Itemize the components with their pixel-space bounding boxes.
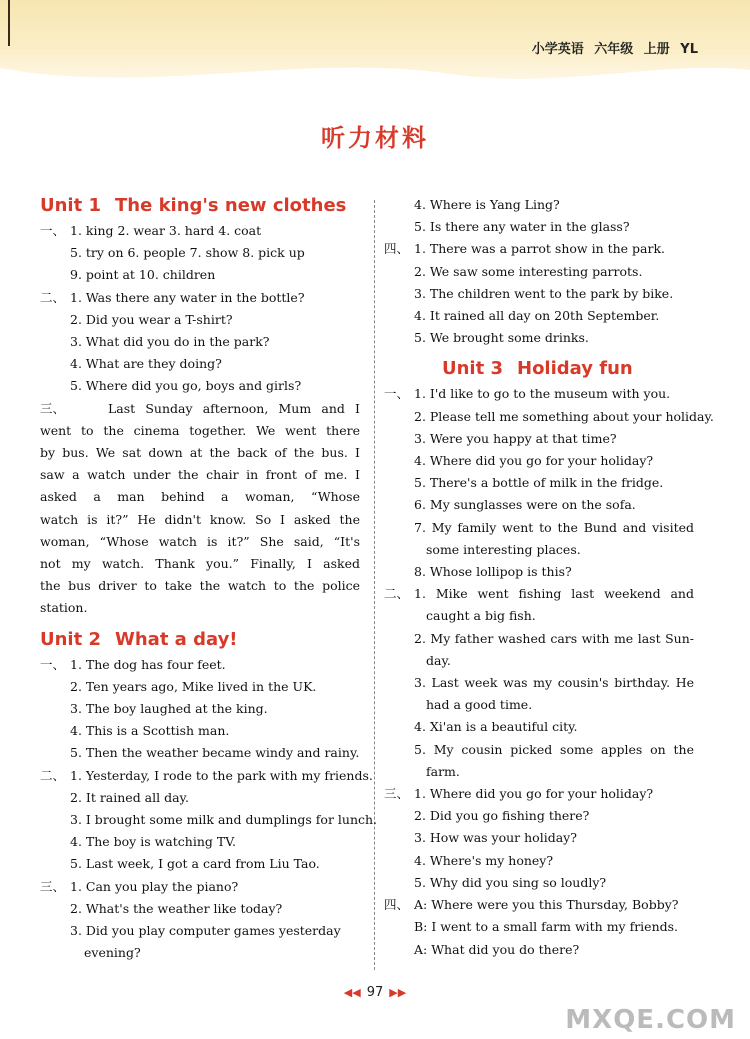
list-item: 5. Why did you sing so loudly? (414, 874, 607, 890)
list-item: 3. The boy laughed at the king. (70, 701, 268, 717)
list-item: 5. Last week, I got a card from Liu Tao. (70, 856, 320, 872)
list-item: 3. Last week was my cousin's birthday. He (414, 675, 694, 691)
paragraph-line: 三、 Last Sunday afternoon, Mum and I (40, 398, 360, 420)
list-item: 三、 1. Where did you go for your holiday? (384, 783, 694, 805)
list-item: 2. Did you go fishing there? (414, 808, 590, 824)
list-item: 2. What's the weather like today? (70, 900, 283, 916)
list-item: 5. Then the weather became windy and rainy. (70, 745, 360, 761)
left-column (40, 194, 378, 965)
list-item: 4. Where's my honey? (414, 852, 554, 868)
section-marker: 三、 (384, 786, 410, 802)
paragraph-line: the bus driver to take the watch to the police (40, 578, 360, 594)
list-item: caught a big fish. (426, 608, 536, 624)
watermark: MXQE.COM (565, 1005, 736, 1035)
unit-name: What a day! (115, 628, 238, 650)
paragraph-line: saw a watch under the chair in front of me. I (40, 467, 360, 483)
list-item: day. (426, 652, 451, 668)
list-item: 6. My sunglasses were on the sofa. (414, 497, 636, 513)
section-marker: 三、 (40, 878, 66, 894)
column-divider (374, 200, 375, 970)
prev-page-icon: ◀◀ (343, 986, 361, 999)
list-item: 4. What are they doing? (70, 356, 222, 372)
list-item: 3. How was your holiday? (414, 830, 577, 846)
list-item: 9. point at 10. children (70, 267, 216, 283)
list-item: 一、 1. king 2. wear 3. hard 4. coat (40, 220, 360, 242)
list-item: 三、 1. Can you play the piano? (40, 876, 360, 898)
list-item: B: I went to a small farm with my friends. (414, 919, 679, 935)
list-item: 四、 1. There was a parrot show in the park. (384, 238, 694, 260)
list-item: some interesting places. (426, 541, 581, 557)
list-item: 5. There's a bottle of milk in the fridge. (414, 475, 664, 491)
header-book-info: 小学英语 六年级 上册 YL (531, 42, 698, 57)
list-item: 5. We brought some drinks. (414, 330, 589, 346)
next-page-icon: ▶▶ (389, 986, 407, 999)
unit-name: Holiday fun (517, 358, 633, 380)
list-item: 5. Is there any water in the glass? (414, 219, 630, 235)
paragraph-line: station. (40, 600, 88, 616)
list-item: evening? (84, 945, 141, 961)
section-marker: 三、 (40, 400, 66, 416)
list-item: A: What did you do there? (414, 941, 580, 957)
list-item: had a good time. (426, 697, 533, 713)
list-item: 2. Ten years ago, Mike lived in the UK. (70, 678, 317, 694)
section-marker: 二、 (40, 767, 66, 783)
list-item: 二、 1. Was there any water in the bottle? (40, 287, 360, 309)
unit-heading (40, 628, 360, 652)
list-item: 二、 1. Mike went fishing last weekend and (384, 583, 694, 605)
paragraph-line: asked a man behind a woman, “Whose (40, 489, 360, 505)
list-item: 7. My family went to the Bund and visited (414, 519, 694, 535)
list-item: 2. Did you wear a T-shirt? (70, 311, 233, 327)
list-item: 2. It rained all day. (70, 789, 189, 805)
section-marker: 二、 (384, 586, 410, 602)
list-item: 4. The boy is watching TV. (70, 834, 237, 850)
list-item: 3. I brought some milk and dumplings for lunch. (70, 812, 378, 828)
right-column (384, 194, 714, 961)
section-marker: 二、 (40, 289, 66, 305)
list-item: 4. This is a Scottish man. (70, 723, 230, 739)
unit-label: Unit 3 (442, 358, 503, 380)
section-marker: 一、 (40, 223, 66, 238)
unit-label: Unit 1 (40, 195, 101, 216)
list-item: 8. Whose lollipop is this? (414, 564, 572, 580)
list-item: 一、 1. The dog has four feet. (40, 654, 360, 676)
list-item: 一、 1. I'd like to go to the museum with you. (384, 383, 694, 405)
section-marker: 一、 (40, 656, 66, 672)
paragraph-line: by bus. We sat down at the back of the bus. I (40, 445, 360, 461)
list-item: 3. Were you happy at that time? (414, 430, 617, 446)
paragraph-line: went to the cinema together. We went there (40, 422, 360, 438)
list-item: 2. My father washed cars with me last Sun- (414, 630, 694, 646)
list-item: 5. Where did you go, boys and girls? (70, 378, 302, 394)
page-title: 听力材料 (321, 124, 429, 152)
list-item: 4. Where did you go for your holiday? (414, 453, 654, 469)
list-item: 5. My cousin picked some apples on the (414, 741, 694, 757)
paragraph-line: woman, “Whose watch is it?” She said, “It's (40, 533, 360, 549)
list-item: 3. Did you play computer games yesterday (70, 923, 341, 939)
list-item: 3. The children went to the park by bike. (414, 285, 674, 301)
section-marker: 一、 (384, 386, 410, 402)
list-item: 3. What did you do in the park? (70, 334, 270, 350)
paragraph-line: not my watch. Thank you.” Finally, I asked (40, 556, 360, 572)
unit-name: The king's new clothes (115, 195, 347, 216)
unit-heading (384, 357, 694, 381)
page-number: 97 (366, 985, 384, 1000)
list-item: 四、 A: Where were you this Thursday, Bobby? (384, 894, 694, 916)
section-marker: 四、 (384, 897, 410, 913)
list-item: 4. Where is Yang Ling? (414, 197, 560, 212)
list-item: 二、 1. Yesterday, I rode to the park with my friends. (40, 765, 360, 787)
unit-heading (40, 194, 360, 218)
section-marker: 四、 (384, 241, 410, 257)
list-item: 2. Please tell me something about your holiday. (414, 408, 714, 424)
paragraph-line: watch is it?” He didn't know. So I asked the (40, 511, 360, 527)
list-item: 5. try on 6. people 7. show 8. pick up (70, 245, 305, 261)
list-item: farm. (426, 763, 460, 779)
page-footer (0, 985, 750, 1000)
list-item: 4. Xi'an is a beautiful city. (414, 719, 578, 735)
list-item: 2. We saw some interesting parrots. (414, 263, 643, 279)
list-item: 4. It rained all day on 20th September. (414, 308, 660, 324)
unit-label: Unit 2 (40, 628, 101, 650)
header-edge-line (8, 0, 10, 46)
